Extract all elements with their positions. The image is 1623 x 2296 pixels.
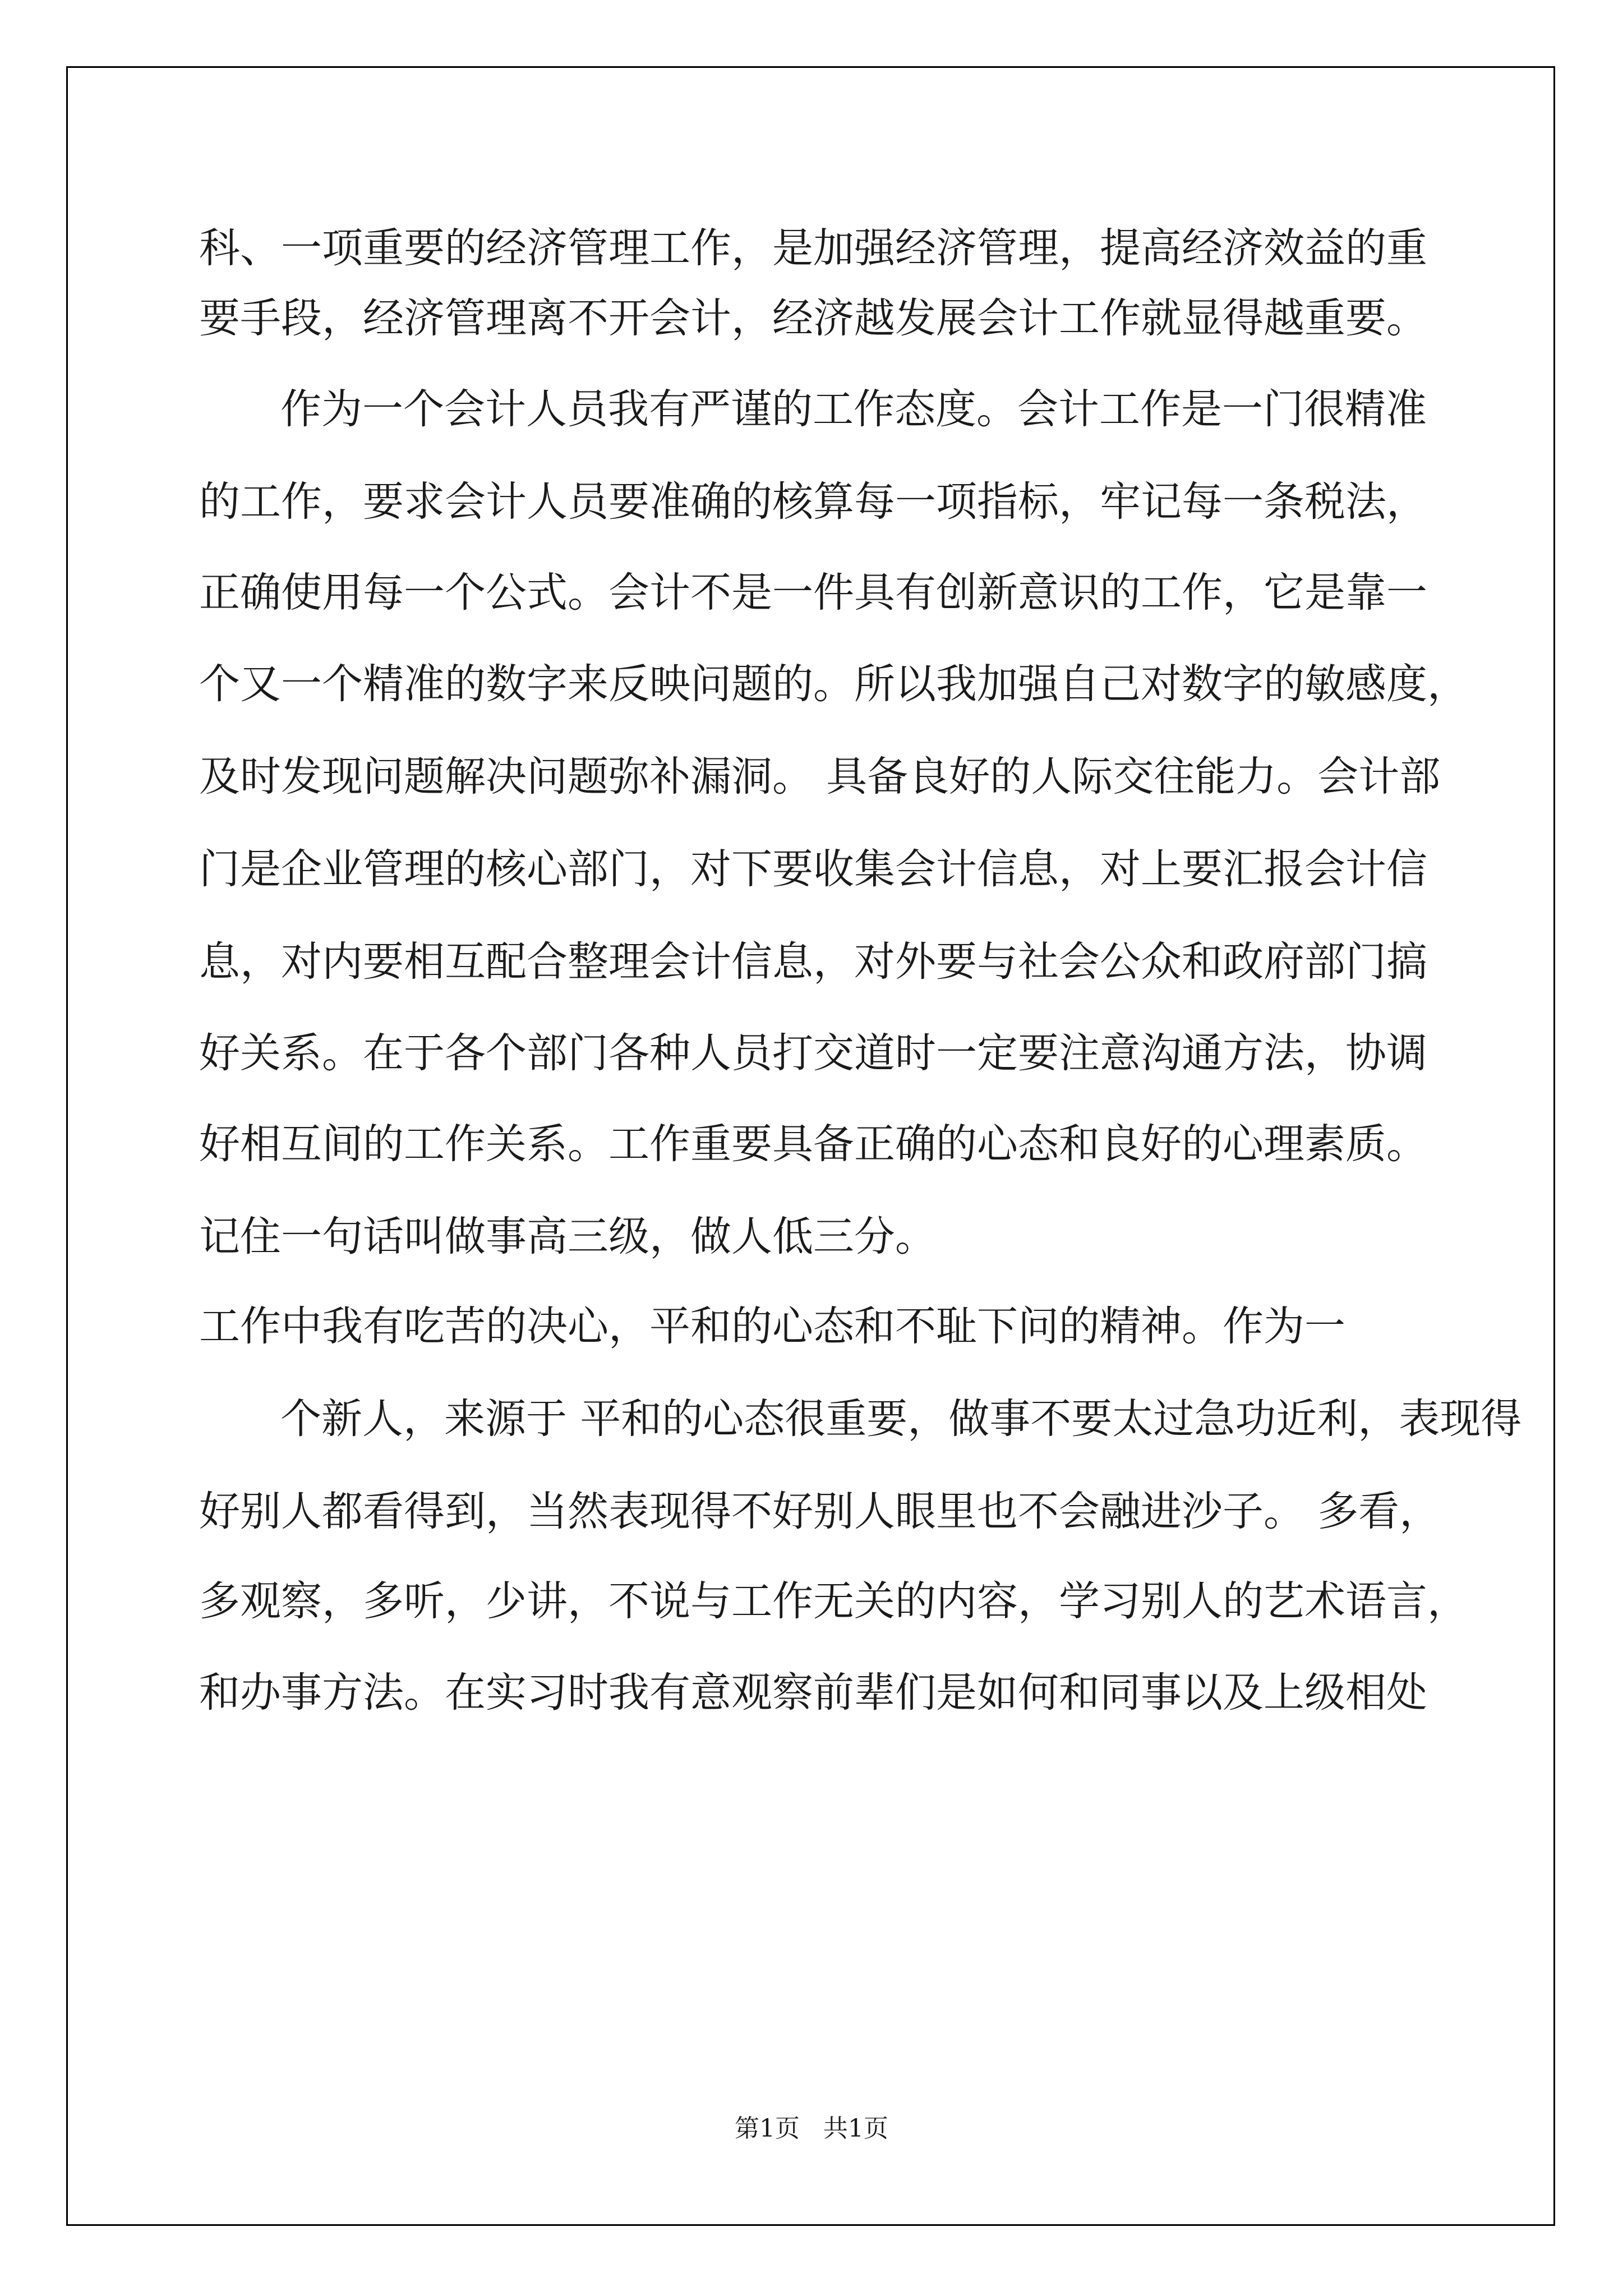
text-line: 好别人都看得到，当然表现得不好别人眼里也不会融进沙子。 多看，: [199, 1488, 1441, 1535]
text-line: 好关系。在于各个部门各种人员打交道时一定要注意沟通方法，协调: [199, 1029, 1427, 1077]
text-line: 多观察，多听，少讲，不说与工作无关的内容，学习别人的艺术语言，: [199, 1577, 1468, 1625]
text-line: 个又一个精准的数字来反映问题的。所以我加强自己对数字的敏感度，: [199, 660, 1468, 708]
text-line: 记住一句话叫做事高三级，做人低三分。: [199, 1213, 936, 1260]
text-line: 好相互间的工作关系。工作重要具备正确的心态和良好的心理素质。: [199, 1120, 1427, 1168]
text-line: 及时发现问题解决问题弥补漏洞。 具备良好的人际交往能力。会计部: [199, 753, 1441, 800]
text-line: 工作中我有吃苦的决心，平和的心态和不耻下问的精神。作为一: [199, 1303, 1345, 1350]
text-line: 要手段，经济管理离不开会计，经济越发展会计工作就显得越重要。: [199, 295, 1427, 342]
paragraph-first-line: 作为一个会计人员我有严谨的工作态度。会计工作是一门很精准: [280, 385, 1427, 433]
text-line: 和办事方法。在实习时我有意观察前辈们是如何和同事以及上级相处: [199, 1669, 1427, 1717]
text-line: 正确使用每一个公式。会计不是一件具有创新意识的工作，它是靠一: [199, 569, 1427, 616]
paragraph-first-line: 个新人，来源于 平和的心态很重要，做事不要太过急功近利，表现得: [280, 1395, 1522, 1443]
text-line: 门是企业管理的核心部门，对下要收集会计信息，对上要汇报会计信: [199, 845, 1427, 893]
text-line: 息，对内要相互配合整理会计信息，对外要与社会公众和政府部门搞: [199, 938, 1427, 986]
page-number-footer: 第1页 共1页: [735, 2114, 888, 2143]
text-line: 科、一项重要的经济管理工作，是加强经济管理，提高经济效益的重: [199, 224, 1427, 272]
text-line: 的工作，要求会计人员要准确的核算每一项指标，牢记每一条税法，: [199, 478, 1427, 526]
text-line: [199, 1750, 1433, 1818]
